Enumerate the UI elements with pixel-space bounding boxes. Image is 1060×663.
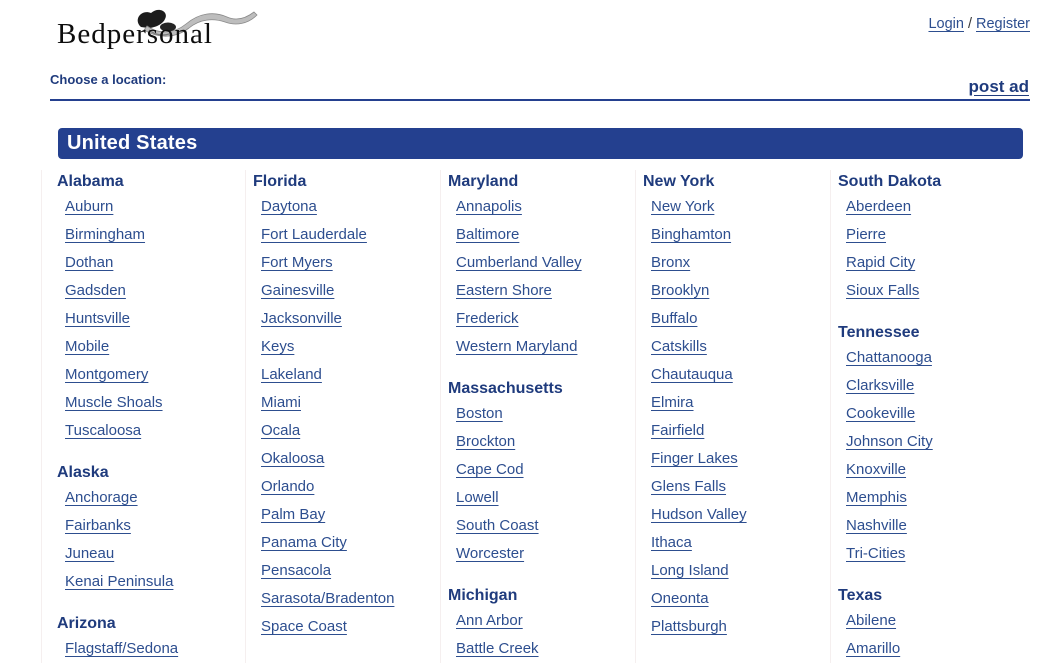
city-link[interactable]: Plattsburgh xyxy=(651,618,727,635)
city-link[interactable]: Long Island xyxy=(651,562,729,579)
city-link[interactable]: Montgomery xyxy=(65,366,149,383)
city-link[interactable]: Auburn xyxy=(65,198,114,215)
city-link[interactable]: Brooklyn xyxy=(651,282,710,299)
location-column xyxy=(830,170,1026,663)
city-link[interactable]: Tuscaloosa xyxy=(65,422,142,439)
city-link[interactable]: Brockton xyxy=(456,433,516,450)
city-link[interactable]: South Coast xyxy=(456,517,539,534)
city-link[interactable]: Clarksville xyxy=(846,377,915,394)
city-link[interactable]: Daytona xyxy=(261,198,317,215)
city-link[interactable]: Flagstaff/Sedona xyxy=(65,640,179,657)
city-link[interactable]: Buffalo xyxy=(651,310,698,327)
city-link[interactable]: Lowell xyxy=(456,489,499,506)
city-link[interactable]: Gadsden xyxy=(65,282,126,299)
top-bar xyxy=(0,0,1060,62)
city-link[interactable]: Anchorage xyxy=(65,489,138,506)
city-link[interactable]: Glens Falls xyxy=(651,478,727,495)
city-link[interactable]: Ithaca xyxy=(651,534,692,551)
city-link[interactable]: Juneau xyxy=(65,545,115,562)
city-link[interactable]: Cookeville xyxy=(846,405,916,422)
city-link[interactable]: Fort Lauderdale xyxy=(261,226,367,243)
location-column xyxy=(50,170,246,663)
city-link[interactable]: Amarillo xyxy=(846,640,901,657)
city-link[interactable]: Panama City xyxy=(261,534,347,551)
state-header: Texas xyxy=(838,587,883,604)
city-link[interactable]: Knoxville xyxy=(846,461,907,478)
state-header: Tennessee xyxy=(838,324,920,341)
city-link[interactable]: Space Coast xyxy=(261,618,347,635)
city-link[interactable]: Eastern Shore xyxy=(456,282,552,299)
logo-text: Bedpersonal xyxy=(57,18,213,50)
city-link[interactable]: Fort Myers xyxy=(261,254,333,271)
city-link[interactable]: Gainesville xyxy=(261,282,335,299)
city-link[interactable]: Pierre xyxy=(846,226,887,243)
location-toolbar xyxy=(0,62,1060,97)
city-link[interactable]: Bronx xyxy=(651,254,691,271)
city-link[interactable]: Fairbanks xyxy=(65,517,131,534)
city-link[interactable]: Binghamton xyxy=(651,226,732,243)
city-link[interactable]: Western Maryland xyxy=(456,338,578,355)
state-header: Arizona xyxy=(57,615,116,632)
header-divider xyxy=(50,99,1030,101)
logo[interactable] xyxy=(57,6,257,50)
city-link[interactable]: Sioux Falls xyxy=(846,282,920,299)
location-column xyxy=(245,170,441,663)
city-link[interactable]: Palm Bay xyxy=(261,506,326,523)
city-link[interactable]: Chattanooga xyxy=(846,349,932,366)
city-link[interactable]: Rapid City xyxy=(846,254,916,271)
city-link[interactable]: Lakeland xyxy=(261,366,322,383)
auth-links xyxy=(928,16,1030,32)
city-link[interactable]: Battle Creek xyxy=(456,640,539,657)
city-link[interactable]: Memphis xyxy=(846,489,907,506)
city-link[interactable]: Dothan xyxy=(65,254,114,271)
city-link[interactable]: Boston xyxy=(456,405,503,422)
state-header: Massachusetts xyxy=(448,380,563,397)
register-link[interactable]: Register xyxy=(976,16,1030,32)
city-link[interactable]: Kenai Peninsula xyxy=(65,573,174,590)
choose-location-label: Choose a location: xyxy=(50,72,167,87)
city-link[interactable]: Finger Lakes xyxy=(651,450,738,467)
city-link[interactable]: Elmira xyxy=(651,394,694,411)
city-link[interactable]: Pensacola xyxy=(261,562,332,579)
login-link[interactable]: Login xyxy=(928,16,964,32)
city-link[interactable]: Nashville xyxy=(846,517,907,534)
city-link[interactable]: Baltimore xyxy=(456,226,520,243)
location-columns xyxy=(41,170,1060,663)
city-link[interactable]: Huntsville xyxy=(65,310,131,327)
city-link[interactable]: Mobile xyxy=(65,338,110,355)
city-link[interactable]: Keys xyxy=(261,338,295,355)
city-link[interactable]: Catskills xyxy=(651,338,707,355)
location-column xyxy=(440,170,636,663)
post-ad-link[interactable]: post ad xyxy=(968,77,1029,96)
city-link[interactable]: New York xyxy=(651,198,715,215)
city-link[interactable]: Hudson Valley xyxy=(651,506,747,523)
location-column xyxy=(635,170,831,663)
state-header: Alaska xyxy=(57,464,109,481)
city-link[interactable]: Annapolis xyxy=(456,198,522,215)
state-header: South Dakota xyxy=(838,173,942,190)
city-link[interactable]: Miami xyxy=(261,394,301,411)
city-link[interactable]: Aberdeen xyxy=(846,198,912,215)
city-link[interactable]: Jacksonville xyxy=(261,310,342,327)
city-link[interactable]: Ocala xyxy=(261,422,301,439)
auth-separator: / xyxy=(967,16,972,32)
country-banner-title: United States xyxy=(67,132,198,154)
state-header: Maryland xyxy=(448,173,519,190)
city-link[interactable]: Birmingham xyxy=(65,226,146,243)
state-header: Alabama xyxy=(57,173,124,190)
city-link[interactable]: Okaloosa xyxy=(261,450,325,467)
city-link[interactable]: Abilene xyxy=(846,612,897,629)
city-link[interactable]: Oneonta xyxy=(651,590,709,607)
city-link[interactable]: Cape Cod xyxy=(456,461,524,478)
city-link[interactable]: Fairfield xyxy=(651,422,705,439)
country-banner xyxy=(58,128,1023,159)
city-link[interactable]: Cumberland Valley xyxy=(456,254,582,271)
city-link[interactable]: Johnson City xyxy=(846,433,933,450)
city-link[interactable]: Chautauqua xyxy=(651,366,733,383)
city-link[interactable]: Ann Arbor xyxy=(456,612,523,629)
city-link[interactable]: Muscle Shoals xyxy=(65,394,163,411)
city-link[interactable]: Orlando xyxy=(261,478,315,495)
state-header: Florida xyxy=(253,173,307,190)
state-header: New York xyxy=(643,173,715,190)
city-link[interactable]: Sarasota/Bradenton xyxy=(261,590,395,607)
city-link[interactable]: Tri-Cities xyxy=(846,545,906,562)
city-link[interactable]: Worcester xyxy=(456,545,525,562)
state-header: Michigan xyxy=(448,587,518,604)
city-link[interactable]: Frederick xyxy=(456,310,519,327)
